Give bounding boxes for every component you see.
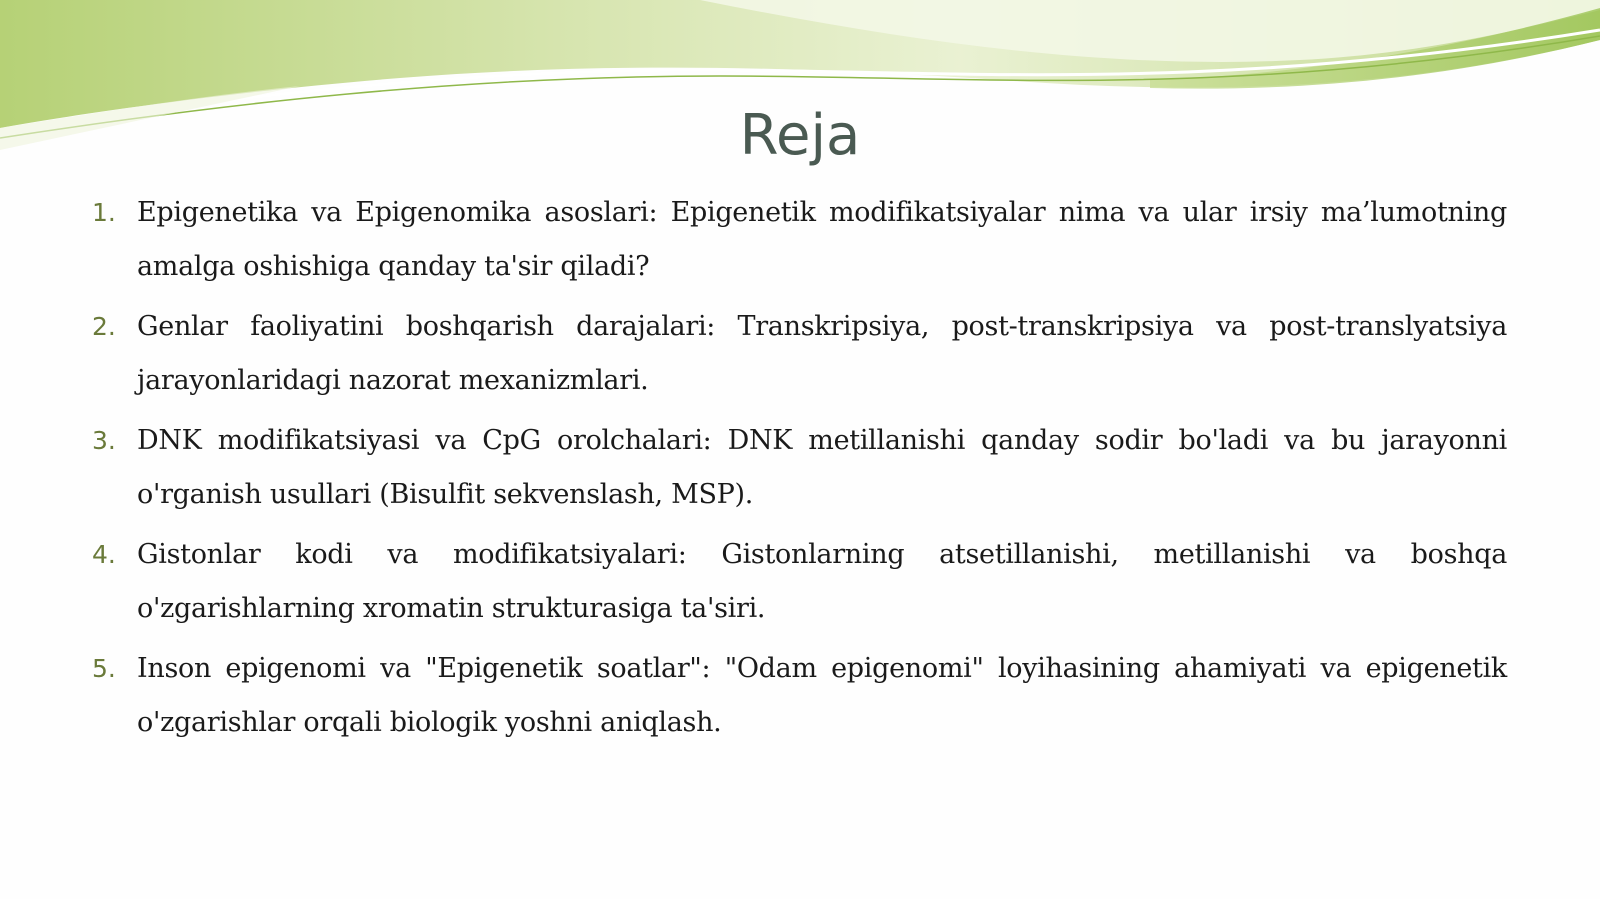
item-number: 2. xyxy=(92,312,116,341)
item-text: Genlar faoliyatini boshqarish darajalari: Transkripsiya, post-transkripsiya va post-translyatsiya jarayonlaridagi nazorat mexanizmlari. xyxy=(137,311,1507,396)
item-number: 4. xyxy=(92,540,116,569)
list-item xyxy=(92,186,1507,294)
list-item xyxy=(92,300,1507,408)
slide-title: Reja xyxy=(739,103,861,168)
item-text: Inson epigenomi va "Epigenetik soatlar": "Odam epigenomi" loyihasining ahamiyati va epigenetik o'zgarishlar orqali biologik yoshni aniqlash. xyxy=(137,653,1507,738)
list-item xyxy=(92,642,1507,750)
item-text: Epigenetika va Epigenomika asoslari: Epigenetik modifikatsiyalar nima va ular irsiy ma’lumotning amalga oshishiga qanday ta'sir qiladi? xyxy=(137,197,1507,282)
list-item xyxy=(92,414,1507,522)
item-text: DNK modifikatsiyasi va CpG orolchalari: DNK metillanishi qanday sodir bo'ladi va bu jarayonni o'rganish usullari (Bisulfit sekvenslash, MSP). xyxy=(137,425,1507,510)
item-number: 5. xyxy=(92,654,116,683)
item-number: 1. xyxy=(92,198,116,227)
item-number: 3. xyxy=(92,426,116,455)
item-text: Gistonlar kodi va modifikatsiyalari: Gistonlarning atsetillanishi, metillanishi va boshqa o'zgarishlarning xromatin strukturasiga ta'siri. xyxy=(137,539,1507,624)
agenda-list xyxy=(92,186,1507,756)
list-item xyxy=(92,528,1507,636)
